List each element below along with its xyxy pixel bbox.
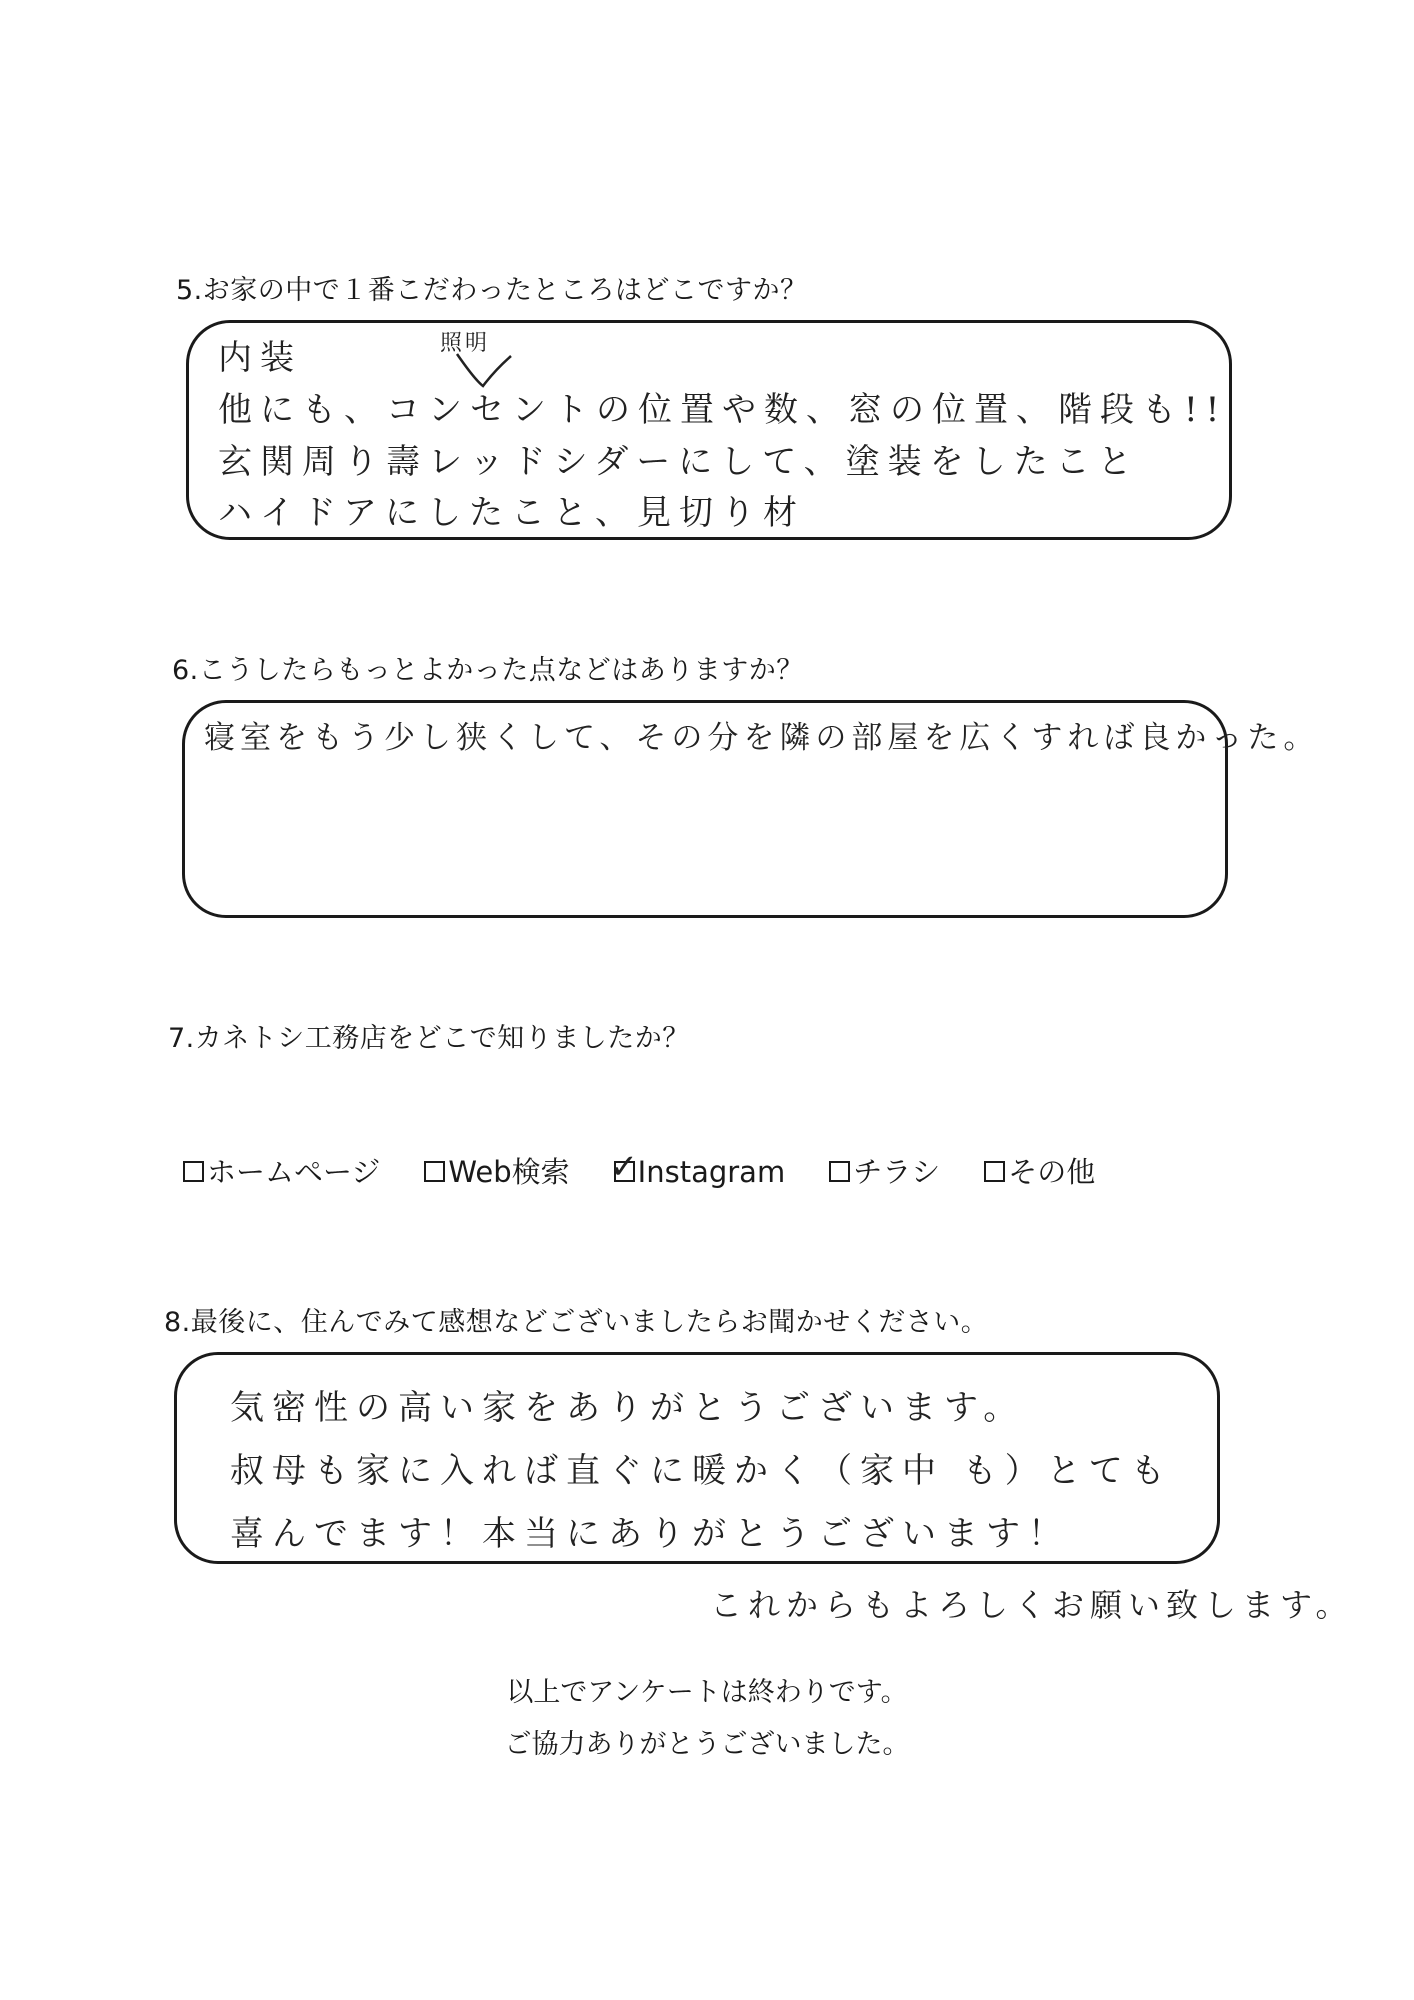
question-8: 8.最後に、住んでみて感想などございましたらお聞かせください。 <box>164 1307 989 1338</box>
option-web-search[interactable] <box>424 1150 569 1191</box>
answer-8-line-3: 喜んでます！本当にありがとうございます！ <box>230 1514 1070 1554</box>
answer-5-line-4: ハイドアにしたこと、見切り材 <box>218 493 805 533</box>
checkbox-instagram[interactable] <box>609 1146 639 1187</box>
checkbox-other[interactable] <box>984 1161 1005 1182</box>
option-web-search-label: Web検索 <box>448 1155 570 1189</box>
option-instagram[interactable] <box>609 1146 786 1189</box>
answer-5-line-1: 内装 <box>218 338 302 378</box>
question-6: 6.こうしたらもっとよかった点などはありますか？ <box>172 655 804 686</box>
answer-5-line-3: 玄関周り壽レッドシダーにして、塗装をしたこと <box>218 442 1140 482</box>
option-homepage[interactable] <box>183 1150 380 1191</box>
option-flyer[interactable] <box>829 1150 940 1191</box>
checkbox-homepage[interactable] <box>183 1161 204 1182</box>
option-flyer-label: チラシ <box>853 1155 941 1189</box>
answer-5-insert: 照明 <box>440 331 491 356</box>
option-other[interactable] <box>984 1150 1095 1191</box>
option-instagram-label: Instagram <box>637 1155 786 1189</box>
source-options <box>183 1146 1139 1191</box>
answer-8-postscript: これからもよろしくお願い致します。 <box>710 1586 1354 1624</box>
question-5: 5.お家の中で１番こだわったところはどこですか？ <box>176 275 808 306</box>
question-7: 7.カネトシ工務店をどこで知りましたか？ <box>168 1023 690 1054</box>
answer-8-line-1: 気密性の高い家をありがとうございます。 <box>230 1388 1026 1428</box>
ending-line-2: ご協力ありがとうございました。 <box>504 1729 910 1760</box>
option-homepage-label: ホームページ <box>207 1155 381 1189</box>
ending-line-1: 以上でアンケートは終わりです。 <box>506 1677 908 1708</box>
answer-5-line-2: 他にも、コンセントの位置や数、窓の位置、階段も!! <box>218 390 1228 430</box>
answer-8-line-2: 叔母も家に入れば直ぐに暖かく（家中 も）とても <box>230 1451 1173 1491</box>
checkbox-flyer[interactable] <box>829 1161 850 1182</box>
option-other-label: その他 <box>1008 1155 1096 1189</box>
checkmark-icon: ✓ <box>609 1146 639 1187</box>
answer-6: 寝室をもう少し狭くして、その分を隣の部屋を広くすれば良かった。 <box>204 720 1320 756</box>
checkbox-web-search[interactable] <box>424 1161 445 1182</box>
